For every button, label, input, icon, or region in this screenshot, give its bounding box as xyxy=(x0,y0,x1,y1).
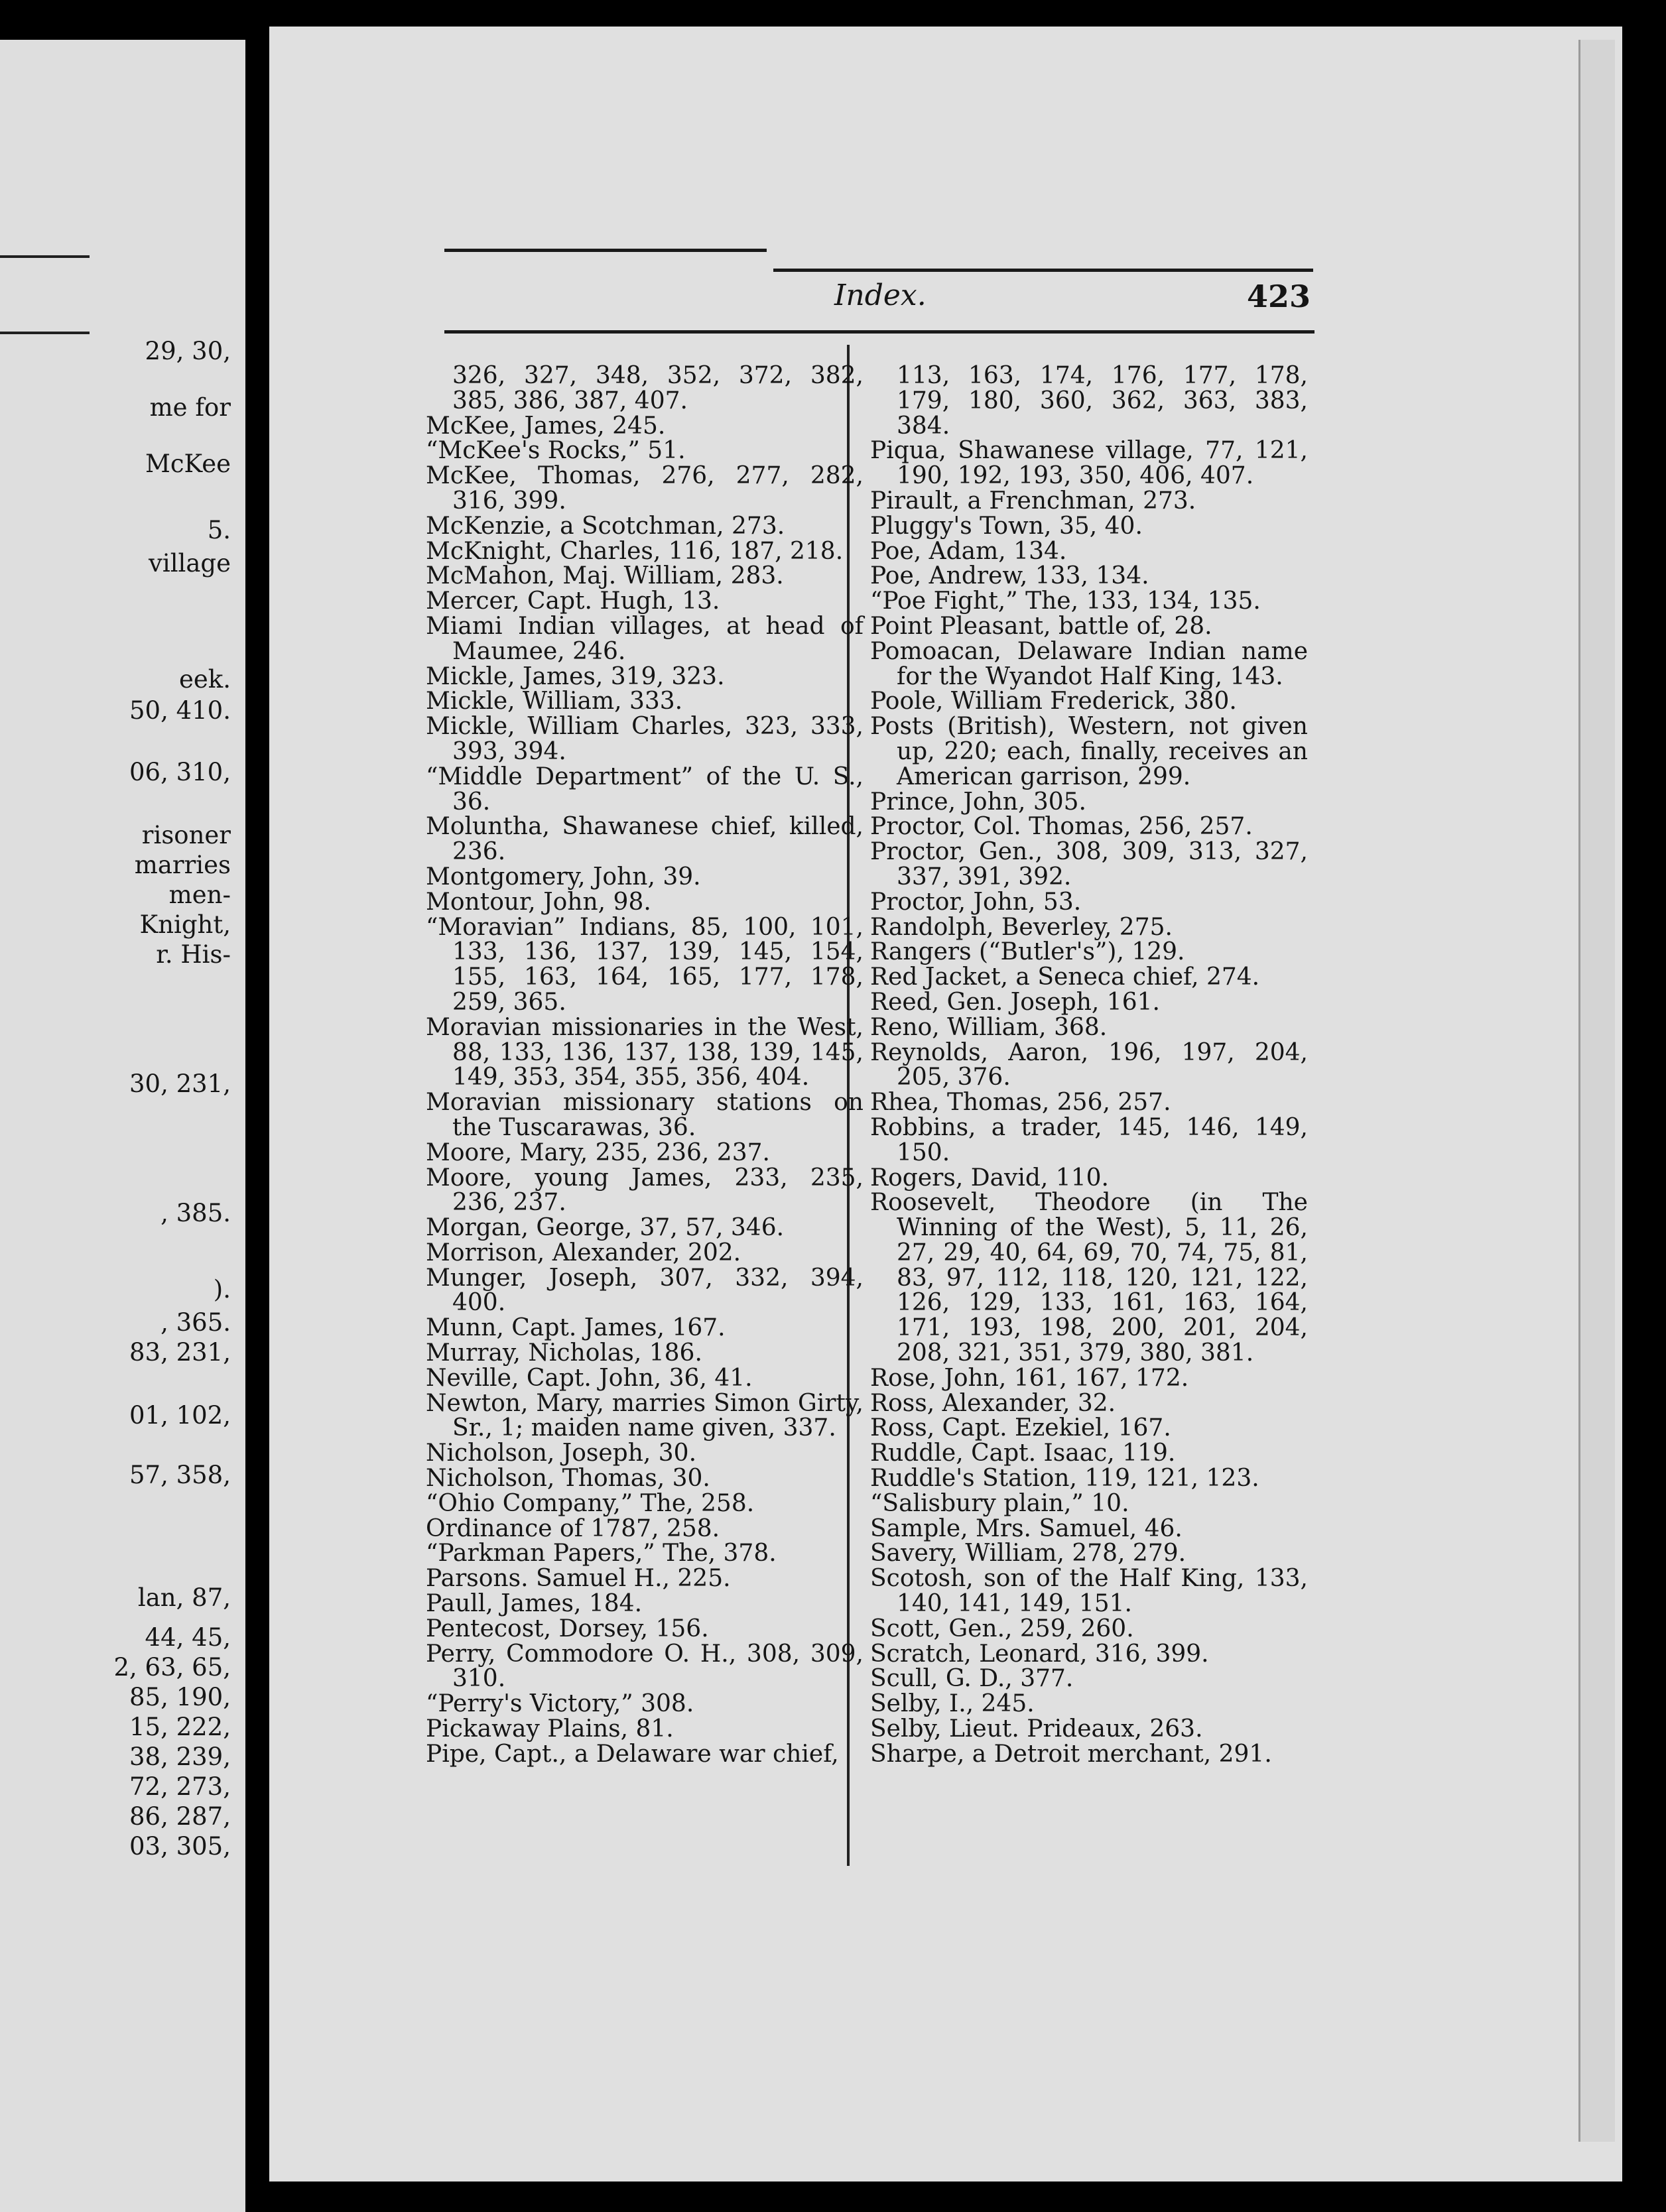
index-entry: Poole, William Frederick, 380. xyxy=(870,688,1237,715)
index-entry: Ordinance of 1787, 258. xyxy=(426,1514,720,1542)
left-page-fragment: , 385. xyxy=(160,1199,231,1227)
index-entry: Scratch, Leonard, 316, 399. xyxy=(870,1640,1209,1668)
index-entry: Proctor, Gen., 308, 309, 313, 327, 337, 391, 392. xyxy=(870,838,1308,891)
index-entry: McKee, James, 245. xyxy=(426,412,666,440)
index-entry: Reno, William, 368. xyxy=(870,1013,1108,1041)
index-entry: Moravian missionary stations on the Tuscarawas, 36. xyxy=(426,1089,864,1141)
left-page-fragment: eek. xyxy=(179,665,231,694)
index-entry: Mickle, William Charles, 323, 333, 393, 394. xyxy=(426,713,864,765)
left-page-fragment: 44, 45, xyxy=(145,1623,231,1652)
left-page-fragment: 83, 231, xyxy=(129,1338,231,1367)
index-entry: Moore, young James, 233, 235, 236, 237. xyxy=(426,1164,864,1217)
left-page-fragment: 29, 30, xyxy=(145,337,231,365)
left-page-fragment: McKee xyxy=(145,450,231,478)
index-entry: Pipe, Capt., a Delaware war chief, xyxy=(426,1740,839,1768)
page-number: 423 xyxy=(1247,278,1311,314)
left-page-fragment: village xyxy=(148,549,231,578)
index-entry: Roosevelt, Theodore (in The Winning of the West), 5, 11, 26, 27, 29, 40, 64, 69, 70, 74, 75, 81, 83, 97, 112, 118, 120, 121, 122, 126, 129, 133, 161, 163, 164, 171, 193, 198, 200, 201, 204, 208, 321, 351, 379, 380, 381. xyxy=(870,1189,1308,1367)
index-entry: Pomoacan, Delaware Indian name for the Wyandot Half King, 143. xyxy=(870,637,1308,690)
index-entry: Nicholson, Joseph, 30. xyxy=(426,1440,697,1467)
index-entry: “Ohio Company,” The, 258. xyxy=(426,1489,755,1517)
index-entry: 113, 163, 174, 176, 177, 178, 179, 180, 360, 362, 363, 383, 384. xyxy=(897,362,1308,440)
left-page-fragment: 57, 358, xyxy=(129,1461,231,1489)
index-entry: Selby, I., 245. xyxy=(870,1690,1035,1718)
left-page-fragment: r. His- xyxy=(156,940,231,969)
header-rule-top xyxy=(444,249,767,252)
index-entry: Rhea, Thomas, 256, 257. xyxy=(870,1089,1171,1117)
index-entry: Scull, G. D., 377. xyxy=(870,1665,1074,1693)
index-entry: McKee, Thomas, 276, 277, 282, 316, 399. xyxy=(426,462,864,515)
left-page-fragment: 38, 239, xyxy=(129,1743,231,1771)
left-page-fragment: 15, 222, xyxy=(129,1713,231,1741)
index-entry: Scotosh, son of the Half King, 133, 140, 141, 149, 151. xyxy=(870,1565,1308,1618)
index-entry: Poe, Andrew, 133, 134. xyxy=(870,562,1149,590)
index-entry: Sharpe, a Detroit merchant, 291. xyxy=(870,1740,1272,1768)
index-entry: Mickle, James, 319, 323. xyxy=(426,662,725,690)
index-entry: McMahon, Maj. William, 283. xyxy=(426,562,784,590)
index-entry: Proctor, Col. Thomas, 256, 257. xyxy=(870,813,1253,841)
left-page-fragment: 01, 102, xyxy=(129,1401,231,1430)
index-entry: Point Pleasant, battle of, 28. xyxy=(870,612,1212,640)
left-page-fragment: marries xyxy=(134,851,231,879)
running-head-title: Index. xyxy=(834,278,927,312)
left-page-fragment: risoner xyxy=(141,821,231,849)
index-entry: Pirault, a Frenchman, 273. xyxy=(870,487,1196,515)
index-entry: Robbins, a trader, 145, 146, 149, 150. xyxy=(870,1113,1308,1166)
left-page-fragment: Knight, xyxy=(139,910,231,939)
index-entry: Morrison, Alexander, 202. xyxy=(426,1239,741,1266)
left-page-fragment: men- xyxy=(168,881,231,909)
index-entry: Ross, Alexander, 32. xyxy=(870,1389,1116,1417)
index-column-left xyxy=(426,363,864,1767)
index-entry: Savery, William, 278, 279. xyxy=(870,1540,1186,1567)
index-entry: Proctor, John, 53. xyxy=(870,888,1082,916)
left-page-rule-header xyxy=(0,332,90,334)
index-entry: Perry, Commodore O. H., 308, 309, 310. xyxy=(426,1640,864,1693)
index-entry: Ruddle, Capt. Isaac, 119. xyxy=(870,1440,1176,1467)
index-entry: “Salisbury plain,” 10. xyxy=(870,1489,1129,1517)
index-entry: Pickaway Plains, 81. xyxy=(426,1715,674,1743)
left-page-fragment: 06, 310, xyxy=(129,758,231,786)
index-entry: Moore, Mary, 235, 236, 237. xyxy=(426,1138,770,1166)
index-entry: Munn, Capt. James, 167. xyxy=(426,1314,726,1342)
index-entry: Prince, John, 305. xyxy=(870,788,1087,816)
index-entry: Mercer, Capt. Hugh, 13. xyxy=(426,587,720,615)
left-page-fragment: 86, 287, xyxy=(129,1802,231,1831)
index-entry: Parsons. Samuel H., 225. xyxy=(426,1565,731,1593)
left-page-fragment: me for xyxy=(149,393,231,422)
index-entry: “Moravian” Indians, 85, 100, 101, 133, 136, 137, 139, 145, 154, 155, 163, 164, 165, 177, 178, 259, 365. xyxy=(426,913,864,1016)
index-entry: Newton, Mary, marries Simon Girty, Sr., 1; maiden name given, 337. xyxy=(426,1389,864,1442)
index-entry: Pentecost, Dorsey, 156. xyxy=(426,1615,709,1642)
index-entry: McKnight, Charles, 116, 187, 218. xyxy=(426,537,844,565)
index-entry: Mickle, William, 333. xyxy=(426,688,683,715)
page-edge xyxy=(1578,40,1615,2142)
index-entry: Poe, Adam, 134. xyxy=(870,537,1067,565)
index-entry: Rogers, David, 110. xyxy=(870,1164,1109,1192)
left-page-fragment: 72, 273, xyxy=(129,1772,231,1801)
index-entry: Scott, Gen., 259, 260. xyxy=(870,1615,1134,1642)
left-page-fragment: 2, 63, 65, xyxy=(113,1653,231,1682)
index-entry: “Poe Fight,” The, 133, 134, 135. xyxy=(870,587,1261,615)
index-entry: 326, 327, 348, 352, 372, 382, 385, 386, 387, 407. xyxy=(452,362,864,414)
index-entry: Red Jacket, a Seneca chief, 274. xyxy=(870,963,1260,991)
index-entry: Pluggy's Town, 35, 40. xyxy=(870,512,1143,540)
index-entry: Moravian missionaries in the West, 88, 133, 136, 137, 138, 139, 145, 149, 353, 354, 355, 356, 404. xyxy=(426,1013,864,1091)
index-entry: Montgomery, John, 39. xyxy=(426,863,701,891)
book-gutter xyxy=(245,27,269,2212)
index-entry: “Perry's Victory,” 308. xyxy=(426,1690,694,1718)
left-page-fragment: ). xyxy=(213,1275,231,1304)
index-entry: Munger, Joseph, 307, 332, 394, 400. xyxy=(426,1264,864,1317)
left-page-fragment: 85, 190, xyxy=(129,1683,231,1711)
left-page-fragment: 03, 305, xyxy=(129,1832,231,1861)
index-entry: “Parkman Papers,” The, 378. xyxy=(426,1540,777,1567)
header-rule-bottom xyxy=(444,330,1314,334)
index-entry: Rangers (“Butler's”), 129. xyxy=(870,938,1185,966)
index-entry: Morgan, George, 37, 57, 346. xyxy=(426,1214,785,1242)
left-page-fragment: 5. xyxy=(207,516,231,544)
index-entry: Randolph, Beverley, 275. xyxy=(870,913,1173,941)
index-entry: Ruddle's Station, 119, 121, 123. xyxy=(870,1465,1259,1493)
index-column-right xyxy=(870,363,1308,1767)
index-entry: Paull, James, 184. xyxy=(426,1590,643,1618)
left-page xyxy=(0,40,245,2212)
left-page-fragment: 30, 231, xyxy=(129,1070,231,1098)
index-entry: Reed, Gen. Joseph, 161. xyxy=(870,988,1160,1016)
left-page-fragment: lan, 87, xyxy=(137,1583,231,1612)
index-entry: Murray, Nicholas, 186. xyxy=(426,1339,702,1367)
index-entry: Piqua, Shawanese village, 77, 121, 190, 192, 193, 350, 406, 407. xyxy=(870,437,1308,490)
header-rule-top-right xyxy=(773,269,1313,272)
index-entry: Nicholson, Thomas, 30. xyxy=(426,1465,710,1493)
index-entry: Selby, Lieut. Prideaux, 263. xyxy=(870,1715,1203,1743)
index-entry: Miami Indian villages, at head of Maumee, 246. xyxy=(426,612,864,665)
index-entry: Ross, Capt. Ezekiel, 167. xyxy=(870,1414,1171,1442)
index-entry: Montour, John, 98. xyxy=(426,888,651,916)
index-entry: Moluntha, Shawanese chief, killed, 236. xyxy=(426,813,864,866)
index-entry: Neville, Capt. John, 36, 41. xyxy=(426,1364,753,1392)
index-entry: Rose, John, 161, 167, 172. xyxy=(870,1364,1189,1392)
index-entry: Posts (British), Western, not given up, 220; each, finally, receives an American garrison, 299. xyxy=(870,713,1308,790)
index-entry: Sample, Mrs. Samuel, 46. xyxy=(870,1514,1183,1542)
index-entry: “McKee's Rocks,” 51. xyxy=(426,437,686,465)
index-entry: Reynolds, Aaron, 196, 197, 204, 205, 376. xyxy=(870,1038,1308,1091)
index-entry: “Middle Department” of the U. S., 36. xyxy=(426,763,864,816)
left-page-fragment: , 365. xyxy=(160,1308,231,1337)
index-entry: McKenzie, a Scotchman, 273. xyxy=(426,512,785,540)
left-page-rule-top xyxy=(0,255,90,258)
left-page-fragment: 50, 410. xyxy=(129,696,231,725)
